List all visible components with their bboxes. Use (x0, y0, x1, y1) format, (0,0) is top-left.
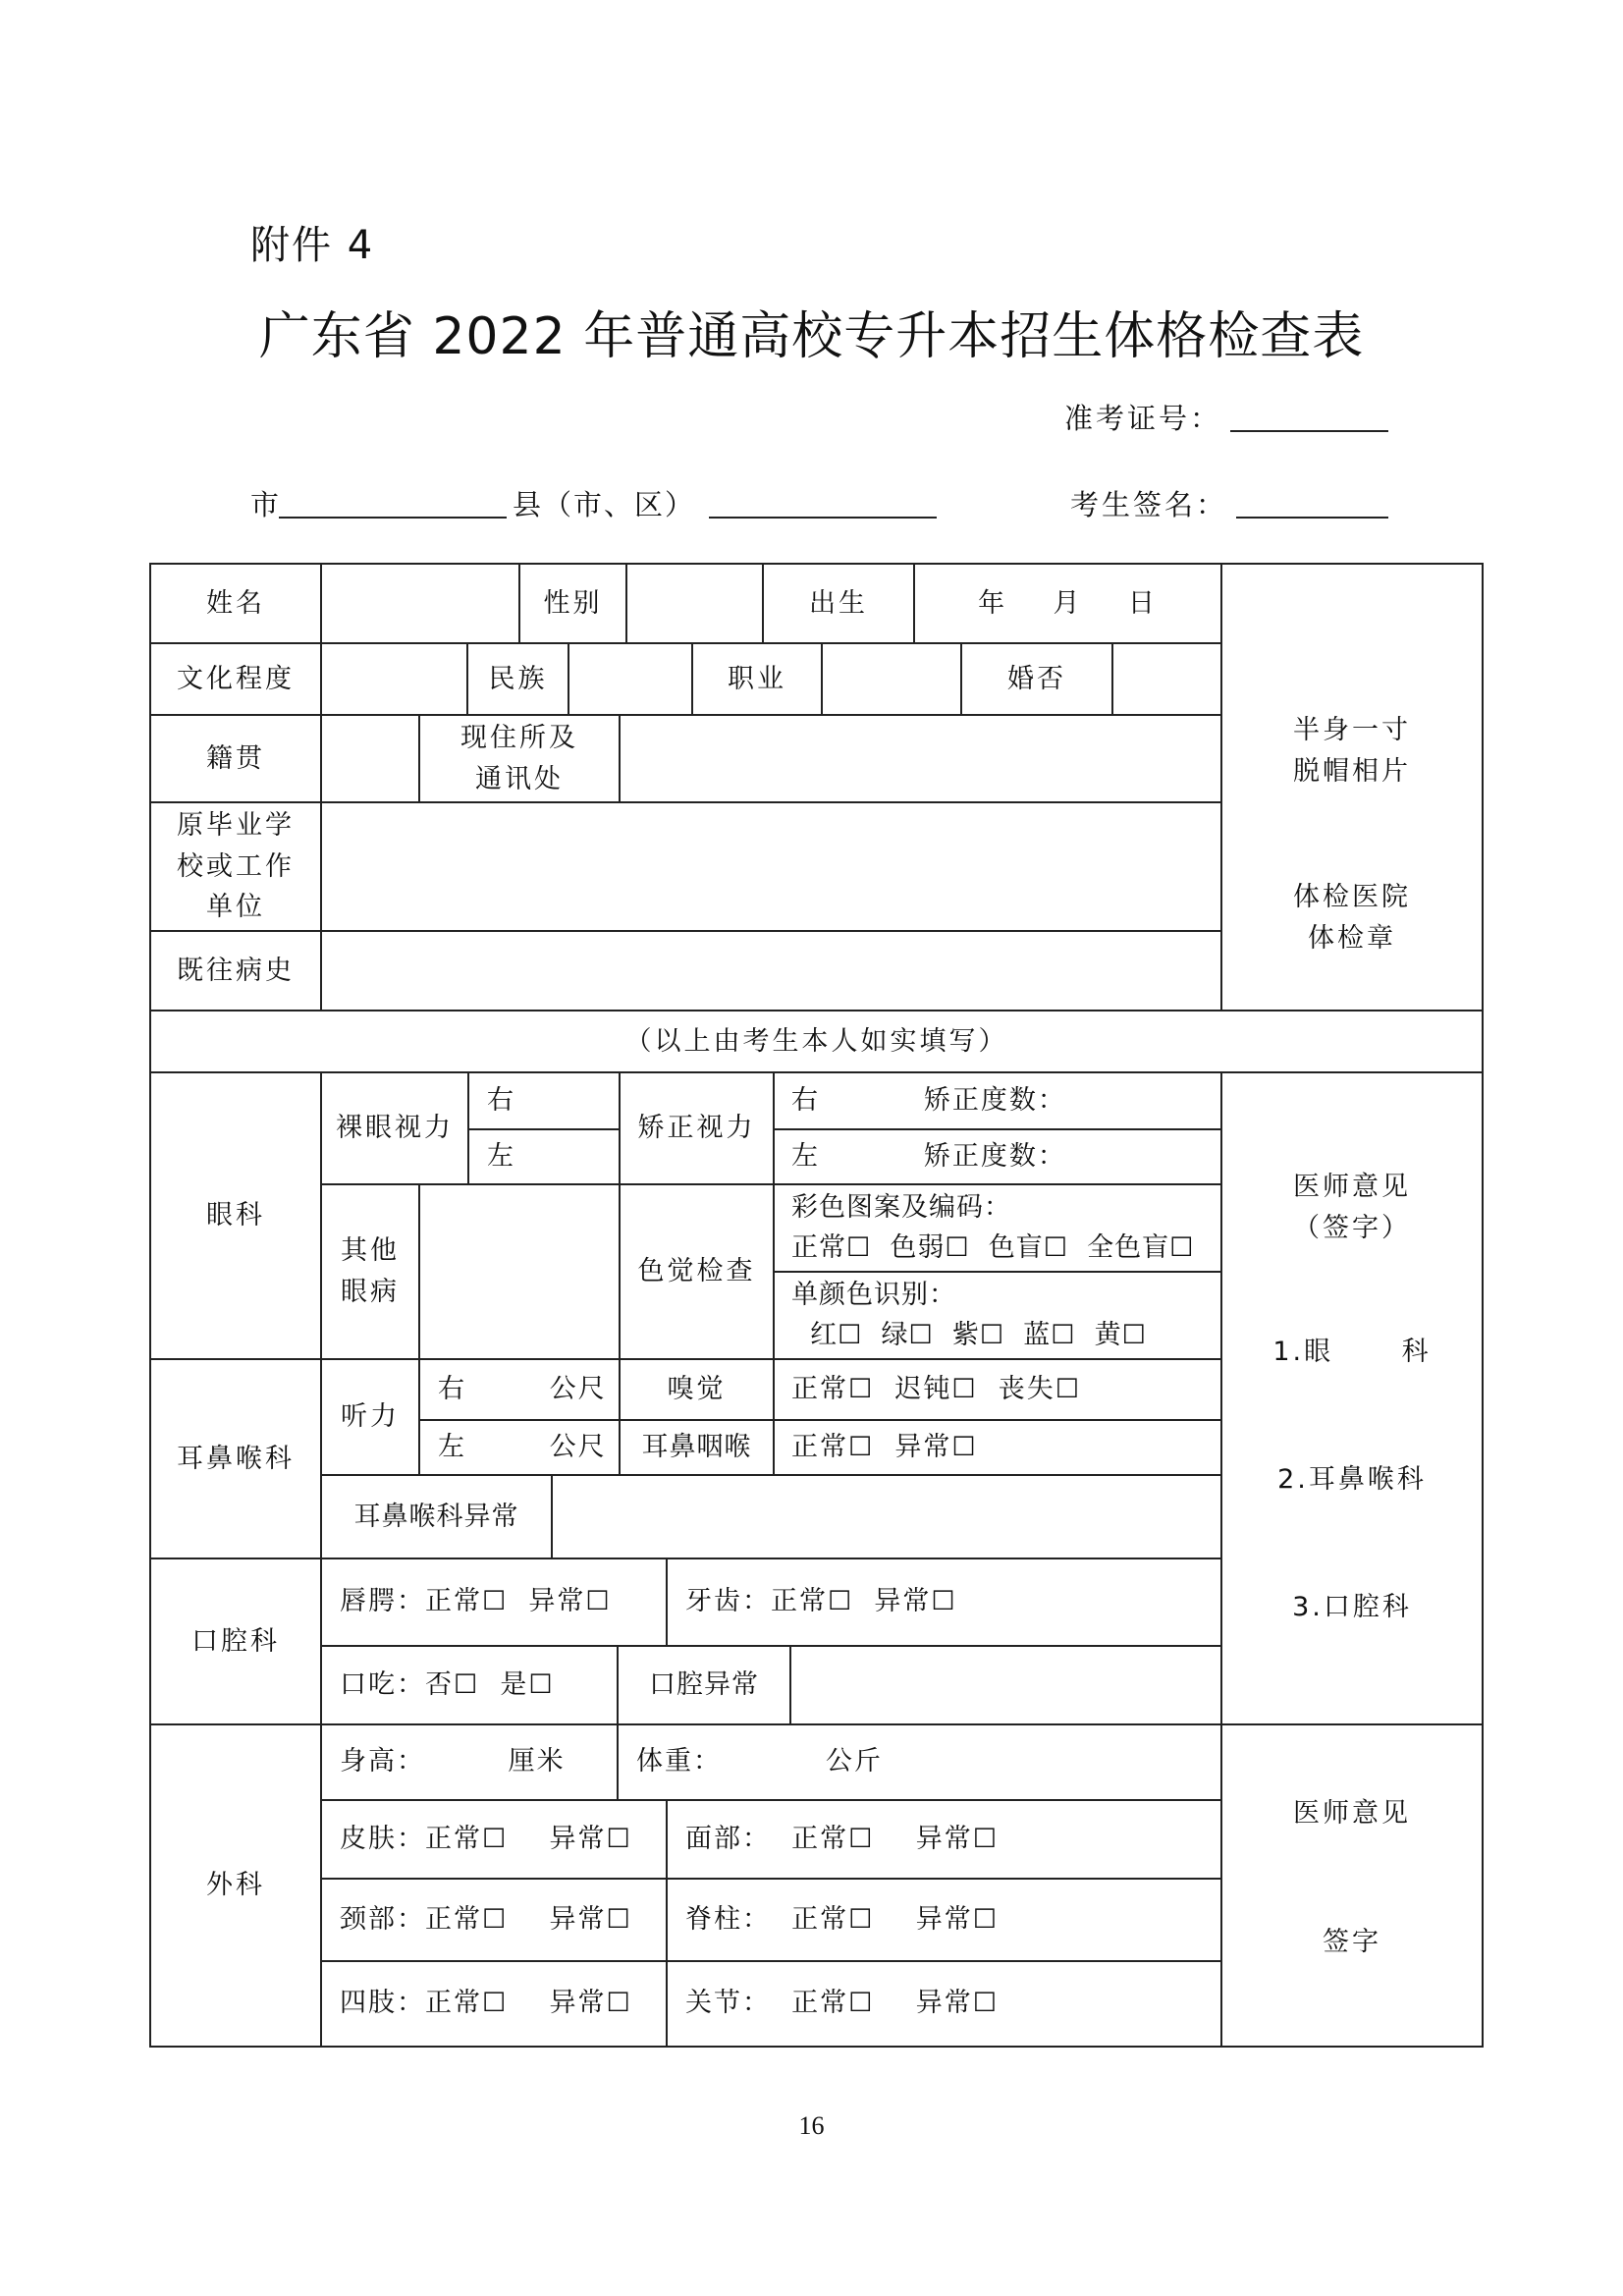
birth-date-field[interactable]: 年 月 日 (978, 587, 1158, 619)
smell-label: 嗅觉 (667, 1374, 727, 1405)
ent-section-label: 耳鼻喉科 (177, 1443, 295, 1474)
admission-no-label: 准考证号： (1064, 402, 1222, 435)
county-label: 县（市、区） (513, 488, 696, 521)
surgery-doctor-opinion: 医师意见 (1293, 1798, 1411, 1830)
color-test-label: 色觉检查 (637, 1256, 756, 1287)
birth-label: 出生 (809, 587, 868, 619)
native-label: 籍贯 (206, 742, 265, 774)
name-field[interactable] (322, 565, 518, 642)
naked-vision-label: 裸眼视力 (336, 1113, 454, 1144)
school-field[interactable] (322, 803, 1220, 930)
surgery-section-label: 外科 (206, 1870, 265, 1901)
oral-section-label: 口腔科 (191, 1625, 280, 1657)
throat-options[interactable]: 正常☐ 异常☐ (791, 1431, 978, 1462)
naked-right-field[interactable]: 右 (487, 1084, 515, 1116)
signature-label: 考生签名： (1070, 488, 1228, 521)
joints-options[interactable]: 关节： 正常☐ 异常☐ (685, 1988, 999, 2019)
doctor-opinion-sign[interactable]: 医师意见 （签字） (1293, 1172, 1411, 1243)
height-field[interactable]: 身高： 厘米 (340, 1746, 566, 1777)
surgery-doctor-sign[interactable]: 签字 (1323, 1927, 1381, 1958)
name-label: 姓名 (206, 587, 265, 619)
ethnicity-field[interactable] (569, 644, 691, 714)
hospital-stamp-area: 体检医院 体检章 (1293, 882, 1411, 954)
oral-abnormal-label: 口腔异常 (649, 1669, 759, 1701)
teeth-options[interactable]: 牙齿：正常☐ 异常☐ (685, 1586, 957, 1617)
city-field[interactable] (279, 517, 507, 519)
other-eye-disease-label: 其他 眼病 (341, 1235, 400, 1307)
school-label: 原毕业学 校或工作 单位 (177, 809, 295, 923)
neck-options[interactable]: 颈部：正常☐ 异常☐ (340, 1903, 632, 1935)
ethnicity-label: 民族 (488, 663, 548, 694)
attachment-label: 附件 4 (250, 223, 375, 268)
county-field[interactable] (709, 517, 937, 519)
hearing-right-field[interactable]: 右 公尺 (438, 1373, 607, 1404)
other-eye-disease-field[interactable] (420, 1185, 619, 1358)
weight-field[interactable]: 体重： 公斤 (636, 1746, 883, 1777)
photo-area: 半身一寸 脱帽相片 (1293, 715, 1411, 787)
form-title: 广东省 2022 年普通高校专升本招生体格检查表 (258, 307, 1365, 366)
doctor-ent-item: 2.耳鼻喉科 (1277, 1464, 1427, 1496)
corrected-right-field[interactable]: 右 矫正度数： (791, 1084, 1066, 1116)
marital-field[interactable] (1113, 644, 1220, 714)
address-label: 现住所及 通讯处 (460, 722, 578, 794)
hearing-label: 听力 (341, 1401, 400, 1433)
gender-field[interactable] (627, 565, 762, 642)
occupation-label: 职业 (728, 663, 786, 694)
corrected-vision-label: 矫正视力 (637, 1113, 756, 1144)
education-label: 文化程度 (177, 663, 295, 694)
color-pattern-options[interactable]: 彩色图案及编码： 正常☐ 色弱☐ 色盲☐ 全色盲☐ (791, 1192, 1195, 1263)
corrected-left-field[interactable]: 左 矫正度数： (791, 1140, 1066, 1172)
city-label: 市 (250, 488, 280, 521)
gender-label: 性别 (543, 587, 603, 619)
skin-options[interactable]: 皮肤：正常☐ 异常☐ (340, 1823, 632, 1854)
doctor-oral-item: 3.口腔科 (1292, 1592, 1412, 1623)
limbs-options[interactable]: 四肢：正常☐ 异常☐ (340, 1988, 632, 2019)
history-field[interactable] (322, 932, 1220, 1010)
fill-note: （以上由考生本人如实填写） (624, 1025, 1008, 1057)
smell-options[interactable]: 正常☐ 迟钝☐ 丧失☐ (791, 1373, 1081, 1404)
face-options[interactable]: 面部： 正常☐ 异常☐ (685, 1823, 999, 1854)
education-field[interactable] (322, 644, 466, 714)
spine-options[interactable]: 脊柱： 正常☐ 异常☐ (685, 1903, 999, 1935)
stutter-options[interactable]: 口吃：否☐ 是☐ (340, 1668, 555, 1700)
page-number: 16 (798, 2111, 825, 2140)
occupation-field[interactable] (823, 644, 960, 714)
doctor-eye-item: 1.眼 科 (1272, 1337, 1432, 1368)
history-label: 既往病史 (177, 955, 295, 986)
address-field[interactable] (621, 716, 1220, 801)
throat-label: 耳鼻咽喉 (641, 1432, 752, 1463)
ent-abnormal-field[interactable] (553, 1476, 1220, 1558)
signature-field[interactable] (1236, 517, 1388, 519)
lip-options[interactable]: 唇腭：正常☐ 异常☐ (340, 1586, 612, 1617)
single-color-options[interactable]: 单颜色识别： 红☐ 绿☐ 紫☐ 蓝☐ 黄☐ (791, 1280, 1147, 1350)
marital-label: 婚否 (1007, 663, 1066, 694)
native-field[interactable] (322, 716, 418, 801)
ent-abnormal-label: 耳鼻喉科异常 (353, 1501, 519, 1532)
oral-abnormal-field[interactable] (791, 1647, 1220, 1723)
eye-section-label: 眼科 (206, 1200, 265, 1231)
admission-no-field[interactable] (1230, 430, 1388, 432)
hearing-left-field[interactable]: 左 公尺 (438, 1431, 607, 1462)
naked-left-field[interactable]: 左 (487, 1140, 515, 1172)
